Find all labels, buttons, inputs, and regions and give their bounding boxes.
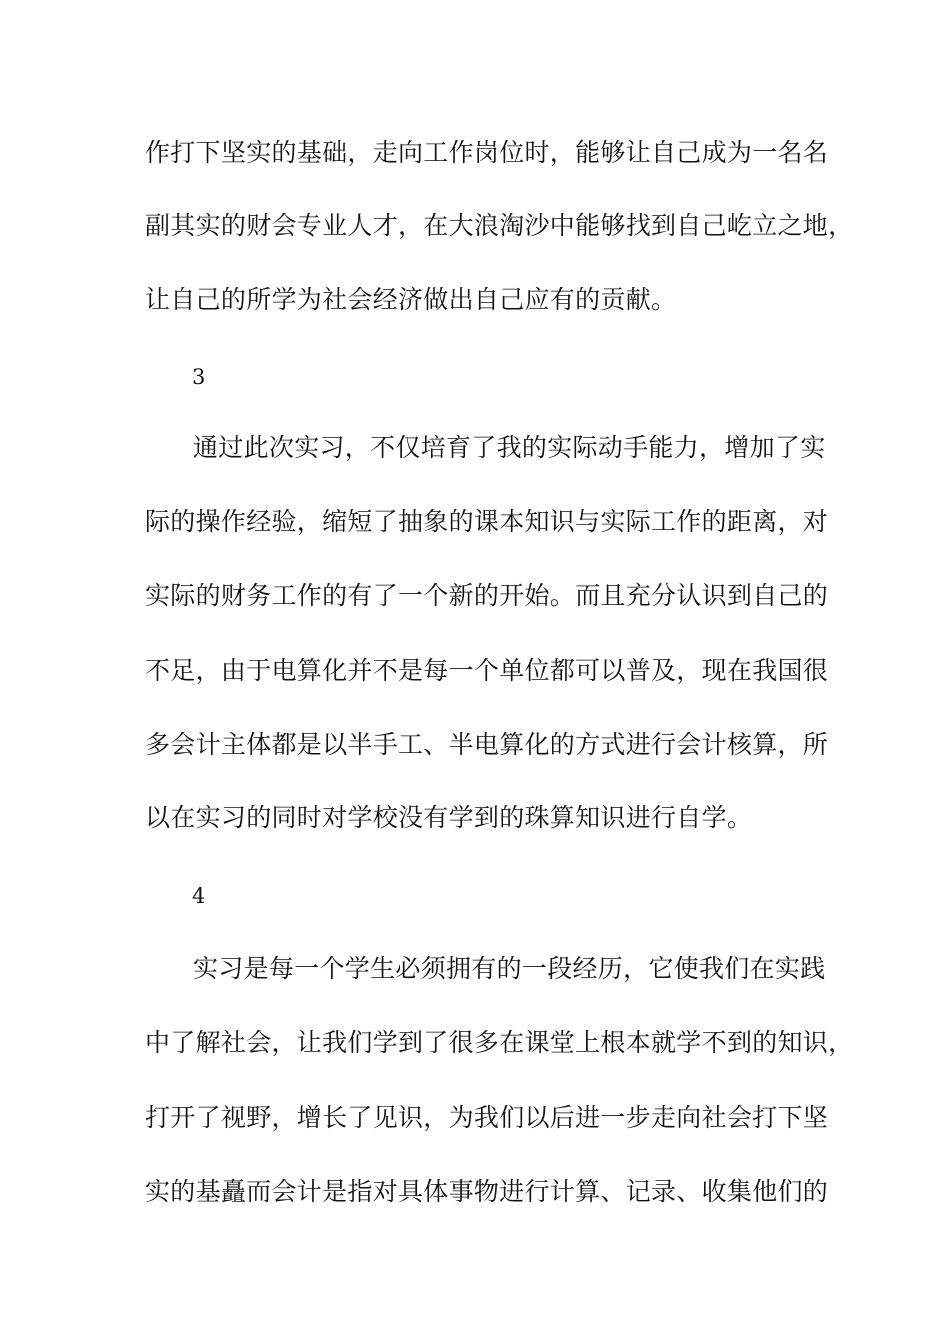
paragraph-line: 实际的财务工作的有了一个新的开始。而且充分认识到自己的: [145, 581, 829, 610]
paragraph-line: 不足，由于电算化并不是每一个单位都可以普及，现在我国很: [145, 656, 829, 685]
paragraph-line: 中了解社会，让我们学到了很多在课堂上根本就学不到的知识，: [145, 1028, 854, 1057]
paragraph-line: 打开了视野，增长了见识，为我们以后进一步走向社会打下坚: [145, 1103, 829, 1132]
section-number: 3: [192, 365, 206, 389]
paragraph-line: 际的操作经验，缩短了抽象的课本知识与实际工作的距离，对: [145, 507, 829, 536]
paragraph-line: 实习是每一个学生必须拥有的一段经历，它使我们在实践: [193, 954, 826, 983]
paragraph-line: 通过此次实习，不仅培育了我的实际动手能力，增加了实: [193, 433, 826, 462]
section-number: 4: [192, 884, 206, 908]
paragraph-line: 作打下坚实的基础，走向工作岗位时，能够让自己成为一名名: [145, 138, 829, 167]
paragraph-line: 以在实习的同时对学校没有学到的珠算知识进行自学。: [145, 803, 753, 832]
paragraph-line: 让自己的所学为社会经济做出自己应有的贡献。: [145, 285, 677, 314]
paragraph-line: 实的基矗而会计是指对具体事物进行计算、记录、收集他们的: [145, 1177, 829, 1206]
paragraph-line: 副其实的财会专业人才，在大浪淘沙中能够找到自己屹立之地，: [145, 211, 854, 240]
paragraph-line: 多会计主体都是以半手工、半电算化的方式进行会计核算，所: [145, 730, 829, 759]
